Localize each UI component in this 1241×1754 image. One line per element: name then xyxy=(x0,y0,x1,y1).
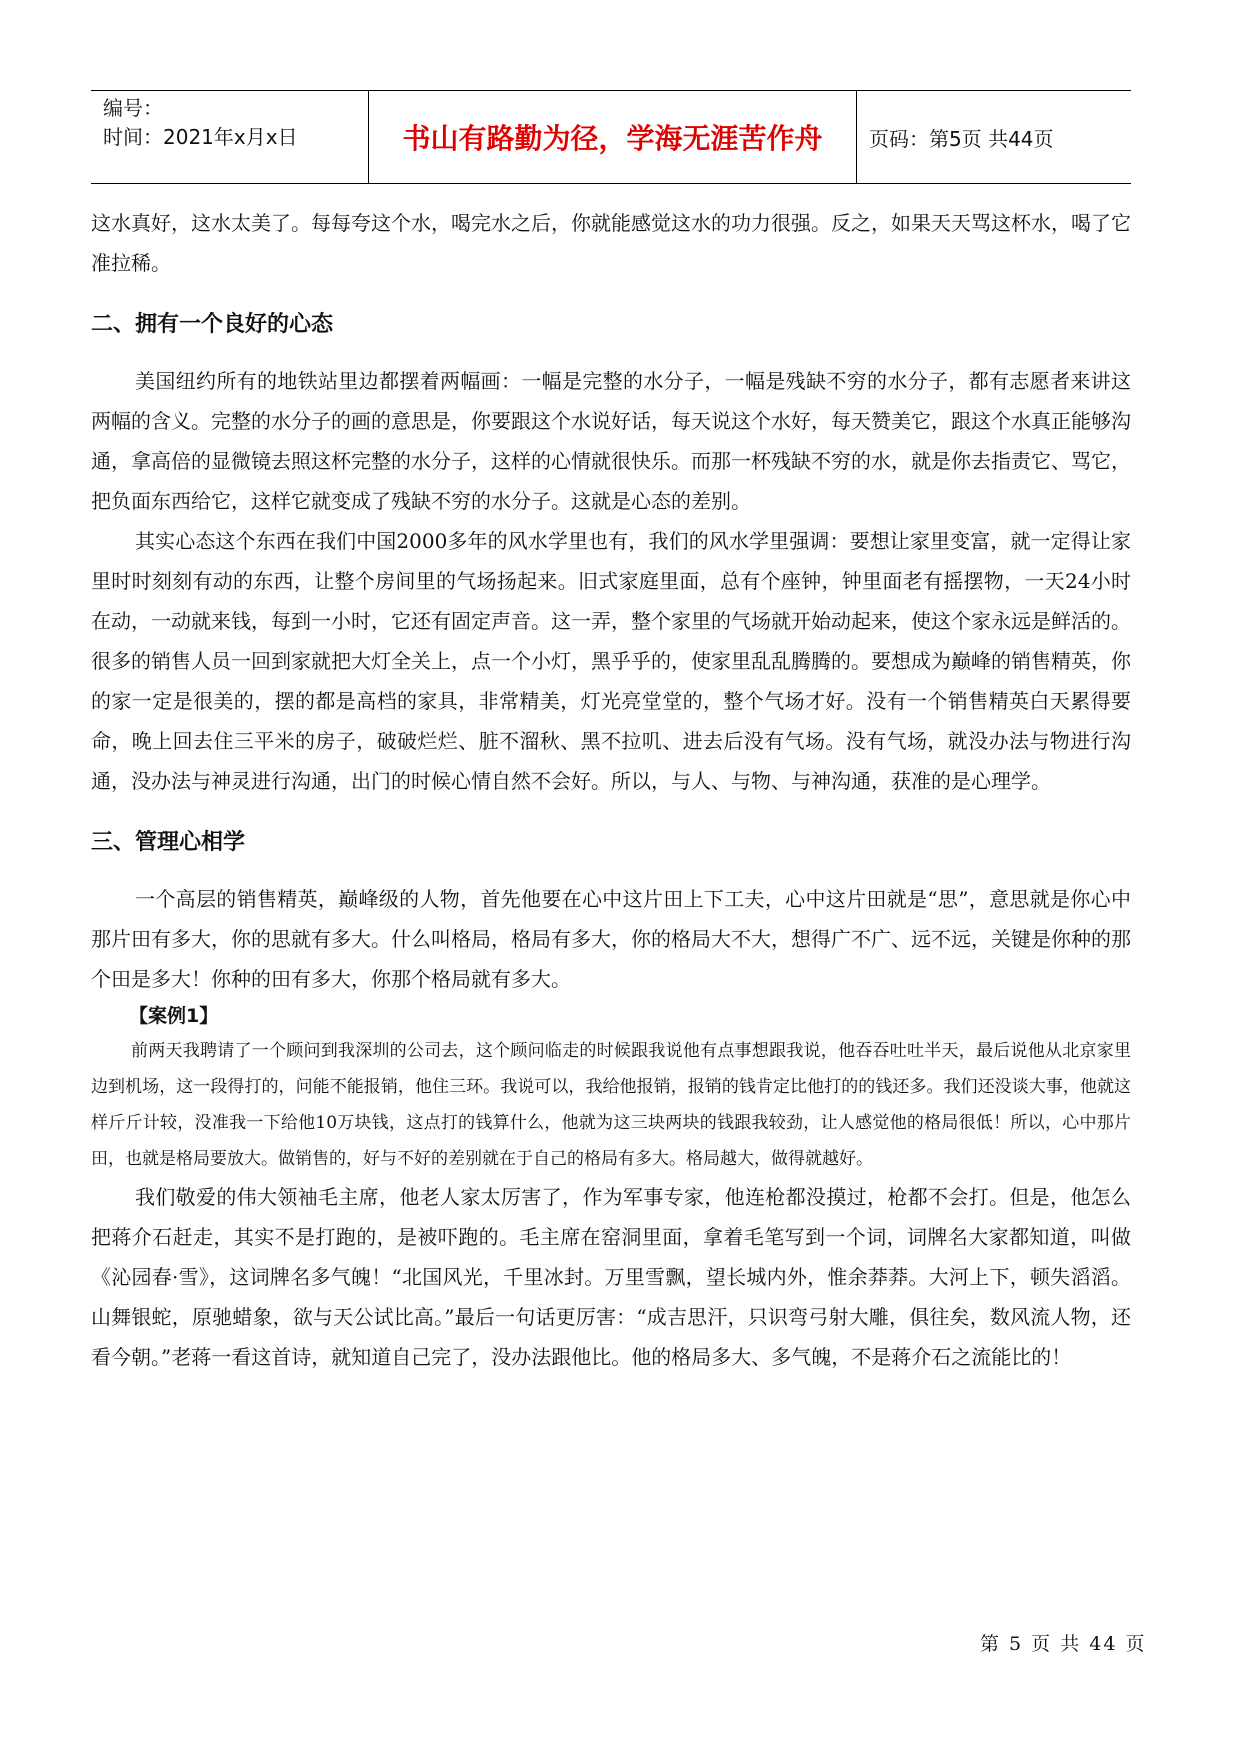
page-header xyxy=(91,90,1131,184)
paragraph-chairman-mao: 我们敬爱的伟大领袖毛主席，他老人家太厉害了，作为军事专家，他连枪都没摸过，枪都不会打。但是，他怎么把蒋介石赶走，其实不是打跑的，是被吓跑的。毛主席在窑洞里面，拿着毛笔写到一个词，词牌名大家都知道，叫做《沁园春·雪》，这词牌名多气魄！“北国风光，千里冰封。万里雪飘，望长城内外，惟余莽莽。大河上下，顿失滔滔。山舞银蛇，原驰蜡象，欲与天公试比高。”最后一句话更厉害：“成吉思汗，只识弯弓射大雕，俱往矣，数风流人物，还看今朝。”老蒋一看这首诗，就知道自己完了，没办法跟他比。他的格局多大、多气魄，不是蒋介石之流能比的！ xyxy=(91,1185,1131,1369)
case-text: 前两天我聘请了一个顾问到我深圳的公司去，这个顾问临走的时候跟我说他有点事想跟我说，他吞吞吐吐半天，最后说他从北京家里边到机场，这一段得打的，问能不能报销，他住三环。我说可以，我给他报销，报销的钱肯定比他打的的钱还多。我们还没谈大事，他就这样斤斤计较，没准我一下给他10万块钱，这点打的钱算什么，他就为这三块两块的钱跟我较劲，让人感觉他的格局很低！所以，心中那片田，也就是格局要放大。做销售的，好与不好的差别就在于自己的格局有多大。格局越大，做得就越好。 xyxy=(91,1041,1131,1169)
document-body xyxy=(91,203,1131,1377)
header-motto: 书山有路勤为径，学海无涯苦作舟 xyxy=(368,91,857,183)
paragraph-water-molecules: 美国纽约所有的地铁站里边都摆着两幅画：一幅是完整的水分子，一幅是残缺不穷的水分子，都有志愿者来讲这两幅的含义。完整的水分子的画的意思是，你要跟这个水说好话，每天说这个水好，每天赞美它，跟这个水真正能够沟通，拿高倍的显微镜去照这杯完整的水分子，这样的心情就很快乐。而那一杯残缺不穷的水，就是你去指责它、骂它，把负面东西给它，这样它就变成了残缺不穷的水分子。这就是心态的差别。 xyxy=(91,369,1131,513)
section-heading-2: 二、拥有一个良好的心态 xyxy=(91,312,334,337)
header-info xyxy=(91,91,368,183)
header-time-label: 时间：2021年x月x日 xyxy=(103,125,298,149)
paragraph-continuation: 这水真好，这水太美了。每每夸这个水，喝完水之后，你就能感觉这水的功力很强。反之，如果天天骂这杯水，喝了它准拉稀。 xyxy=(91,211,1131,275)
header-page-label: 页码：第5页 共44页 xyxy=(869,126,1054,151)
section-heading-3: 三、管理心相学 xyxy=(91,830,246,855)
paragraph-fengshui: 其实心态这个东西在我们中国2000多年的风水学里也有，我们的风水学里强调：要想让家里变富，就一定得让家里时时刻刻有动的东西，让整个房间里的气场扬起来。旧式家庭里面，总有个座钟，钟里面老有摇摆物，一天24小时在动，一动就来钱，每到一小时，它还有固定声音。这一弄，整个家里的气场就开始动起来，使这个家永远是鲜活的。很多的销售人员一回到家就把大灯全关上，点一个小灯，黑乎乎的，使家里乱乱腾腾的。要想成为巅峰的销售精英，你的家一定是很美的，摆的都是高档的家具，非常精美，灯光亮堂堂的，整个气场才好。没有一个销售精英白天累得要命，晚上回去住三平米的房子，破破烂烂、脏不溜秋、黑不拉叽、进去后没有气场。没有气场，就没办法与物进行沟通，没办法与神灵进行沟通，出门的时候心情自然不会好。所以，与人、与物、与神沟通，获准的是心理学。 xyxy=(91,529,1131,793)
page-footer: 第 5 页 共 44 页 xyxy=(980,1633,1147,1655)
paragraph-pattern: 一个高层的销售精英，巅峰级的人物，首先他要在心中这片田上下工夫，心中这片田就是“思”，意思就是你心中那片田有多大，你的思就有多大。什么叫格局，格局有多大，你的格局大不大，想得广不广、远不远，关键是你种的那个田是多大！你种的田有多大，你那个格局就有多大。 xyxy=(91,887,1131,991)
case-title: 【案例1】 xyxy=(129,1005,219,1027)
header-number-label: 编号： xyxy=(103,96,163,120)
